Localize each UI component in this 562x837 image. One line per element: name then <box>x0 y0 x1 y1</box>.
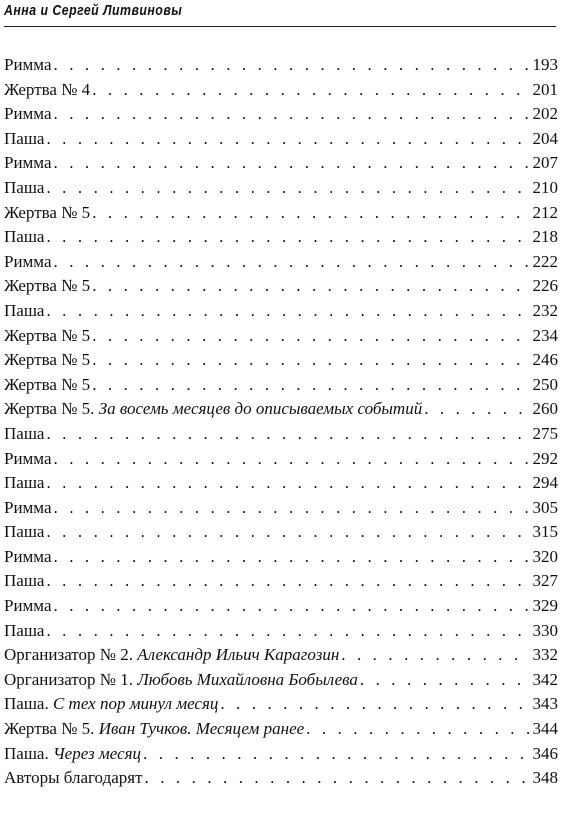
toc-entry-title: Жертва № 5 <box>4 350 91 370</box>
toc-entry-title-group <box>4 397 424 422</box>
toc-entry-title-group <box>4 176 46 201</box>
toc-entry-page-number: 210 <box>532 177 558 197</box>
toc-entry-title: Римма <box>4 546 52 566</box>
toc-entry-title: Жертва № 5 <box>4 325 91 345</box>
toc-entry-title-group <box>4 127 46 152</box>
toc-entry-page-number: 327 <box>532 571 558 591</box>
dot-leader <box>46 619 529 644</box>
dot-leader <box>92 373 529 398</box>
toc-entry-page-number: 315 <box>532 522 558 542</box>
dot-leader <box>46 569 529 594</box>
toc-entry-page-number: 234 <box>532 325 558 345</box>
dot-leader <box>145 766 530 791</box>
toc-entry-title: Паша <box>4 227 45 247</box>
toc-entry-title: Жертва № 5 <box>4 276 91 296</box>
toc-entry <box>4 127 558 152</box>
dot-leader <box>92 274 529 299</box>
toc-entry-page-number: 207 <box>532 153 558 173</box>
toc-entry-title: Римма <box>4 596 52 616</box>
dot-leader <box>54 594 530 619</box>
toc-entry-page-number: 246 <box>532 350 558 370</box>
table-of-contents <box>4 53 558 791</box>
toc-entry-title-group <box>4 348 92 373</box>
toc-entry <box>4 201 558 226</box>
toc-entry-page-number: 260 <box>532 399 558 419</box>
toc-entry <box>4 176 558 201</box>
toc-entry-subtitle: Александр Ильич Карагозин <box>137 645 340 665</box>
toc-entry <box>4 53 558 78</box>
toc-entry-title: Паша. <box>4 694 49 714</box>
toc-entry-title: Жертва № 5. <box>4 719 95 739</box>
toc-entry-title-group <box>4 201 92 226</box>
running-title: Анна и Сергей Литвиновы <box>4 2 183 19</box>
toc-entry <box>4 520 558 545</box>
toc-entry-title: Авторы благодарят <box>4 768 143 788</box>
toc-entry-page-number: 346 <box>532 743 558 763</box>
toc-entry-title-group <box>4 151 54 176</box>
dot-leader <box>54 250 530 275</box>
toc-entry <box>4 569 558 594</box>
toc-entry-title-group <box>4 594 54 619</box>
dot-leader <box>92 348 529 373</box>
toc-entry <box>4 274 558 299</box>
toc-entry <box>4 619 558 644</box>
running-header <box>4 0 556 27</box>
toc-entry-title-group <box>4 643 341 668</box>
toc-entry-title: Паша <box>4 300 45 320</box>
toc-entry <box>4 102 558 127</box>
toc-entry-page-number: 329 <box>532 596 558 616</box>
toc-entry-title-group <box>4 299 46 324</box>
toc-entry-title-group <box>4 692 220 717</box>
dot-leader <box>92 78 529 103</box>
dot-leader <box>306 717 529 742</box>
toc-entry-page-number: 222 <box>532 251 558 271</box>
toc-entry-page-number: 218 <box>532 227 558 247</box>
toc-entry-title: Римма <box>4 104 52 124</box>
toc-entry-title-group <box>4 447 54 472</box>
toc-entry <box>4 299 558 324</box>
dot-leader <box>54 102 530 127</box>
toc-entry-title-group <box>4 619 46 644</box>
dot-leader <box>46 299 529 324</box>
toc-entry-title: Организатор № 1. <box>4 669 133 689</box>
toc-entry-title-group <box>4 53 54 78</box>
toc-entry-title-group <box>4 742 143 767</box>
toc-entry <box>4 643 558 668</box>
toc-entry-page-number: 212 <box>532 202 558 222</box>
toc-entry-subtitle: С тех пор минул месяц <box>52 694 219 714</box>
toc-entry <box>4 496 558 521</box>
toc-entry-page-number: 344 <box>532 719 558 739</box>
dot-leader <box>54 447 530 472</box>
toc-entry <box>4 373 558 398</box>
dot-leader <box>143 742 529 767</box>
toc-entry-page-number: 332 <box>532 645 558 665</box>
toc-entry <box>4 742 558 767</box>
toc-entry-page-number: 250 <box>532 374 558 394</box>
dot-leader <box>54 53 530 78</box>
toc-entry <box>4 668 558 693</box>
toc-entry-subtitle: Через месяц <box>52 743 142 763</box>
toc-entry <box>4 471 558 496</box>
toc-entry-title-group <box>4 324 92 349</box>
toc-entry-page-number: 201 <box>532 79 558 99</box>
toc-entry <box>4 766 558 791</box>
toc-entry-title-group <box>4 569 46 594</box>
toc-entry-title: Жертва № 4 <box>4 79 91 99</box>
dot-leader <box>54 151 530 176</box>
toc-entry-title-group <box>4 250 54 275</box>
toc-entry-title-group <box>4 496 54 521</box>
toc-entry-title-group <box>4 471 46 496</box>
toc-entry-page-number: 343 <box>532 694 558 714</box>
toc-entry-page-number: 342 <box>532 669 558 689</box>
dot-leader <box>46 127 529 152</box>
toc-entry-title: Организатор № 2. <box>4 645 133 665</box>
toc-entry-page-number: 305 <box>532 497 558 517</box>
toc-entry-title-group <box>4 766 145 791</box>
toc-entry-title: Римма <box>4 55 52 74</box>
dot-leader <box>92 324 529 349</box>
toc-entry-title-group <box>4 274 92 299</box>
toc-entry-title: Паша <box>4 177 45 197</box>
toc-entry <box>4 250 558 275</box>
toc-entry-page-number: 202 <box>532 104 558 124</box>
toc-entry-title-group <box>4 668 360 693</box>
toc-entry-page-number: 292 <box>532 448 558 468</box>
dot-leader <box>360 668 530 693</box>
toc-entry <box>4 422 558 447</box>
toc-entry-title: Паша <box>4 522 45 542</box>
toc-entry-page-number: 204 <box>532 128 558 148</box>
dot-leader <box>46 520 529 545</box>
toc-entry-title: Паша <box>4 423 45 443</box>
toc-entry-title-group <box>4 717 306 742</box>
toc-entry-title-group <box>4 78 92 103</box>
toc-entry-page-number: 275 <box>532 423 558 443</box>
toc-entry-title: Жертва № 5 <box>4 202 91 222</box>
toc-entry <box>4 151 558 176</box>
dot-leader <box>46 471 529 496</box>
dot-leader <box>341 643 529 668</box>
toc-entry-title: Римма <box>4 497 52 517</box>
toc-entry-subtitle: Любовь Михайловна Бобылева <box>137 669 358 689</box>
toc-entry-title: Римма <box>4 448 52 468</box>
toc-entry-subtitle: За восемь месяцев до описываемых событий <box>98 399 423 419</box>
dot-leader <box>46 422 529 447</box>
toc-entry <box>4 692 558 717</box>
toc-entry <box>4 545 558 570</box>
toc-entry-title: Жертва № 5 <box>4 374 91 394</box>
toc-entry-page-number: 320 <box>532 546 558 566</box>
toc-entry <box>4 348 558 373</box>
toc-entry <box>4 397 558 422</box>
toc-entry-title-group <box>4 545 54 570</box>
toc-entry-title: Паша. <box>4 743 49 763</box>
dot-leader <box>46 176 529 201</box>
toc-entry <box>4 78 558 103</box>
toc-entry <box>4 225 558 250</box>
toc-entry <box>4 447 558 472</box>
toc-entry-title-group <box>4 422 46 447</box>
toc-entry-page-number: 348 <box>532 768 558 788</box>
toc-entry-page-number: 232 <box>532 300 558 320</box>
toc-entry-title-group <box>4 520 46 545</box>
toc-entry-title-group <box>4 373 92 398</box>
toc-entry-title: Паша <box>4 473 45 493</box>
toc-entry <box>4 324 558 349</box>
toc-entry-title: Паша <box>4 571 45 591</box>
dot-leader <box>220 692 529 717</box>
toc-entry <box>4 594 558 619</box>
toc-entry-title: Римма <box>4 153 52 173</box>
toc-entry-title: Жертва № 5. <box>4 399 95 419</box>
toc-entry-page-number: 330 <box>532 620 558 640</box>
toc-entry-title: Паша <box>4 128 45 148</box>
toc-entry-page-number: 294 <box>532 473 558 493</box>
toc-entry-title: Паша <box>4 620 45 640</box>
toc-entry-title-group <box>4 102 54 127</box>
toc-entry-subtitle: Иван Тучков. Месяцем ранее <box>98 719 305 739</box>
toc-entry <box>4 717 558 742</box>
toc-entry-title-group <box>4 225 46 250</box>
toc-entry-page-number: 193 <box>532 55 558 74</box>
dot-leader <box>92 201 529 226</box>
dot-leader <box>46 225 529 250</box>
dot-leader <box>54 545 530 570</box>
toc-entry-page-number: 226 <box>532 276 558 296</box>
dot-leader <box>54 496 530 521</box>
toc-entry-title: Римма <box>4 251 52 271</box>
dot-leader <box>424 397 529 422</box>
